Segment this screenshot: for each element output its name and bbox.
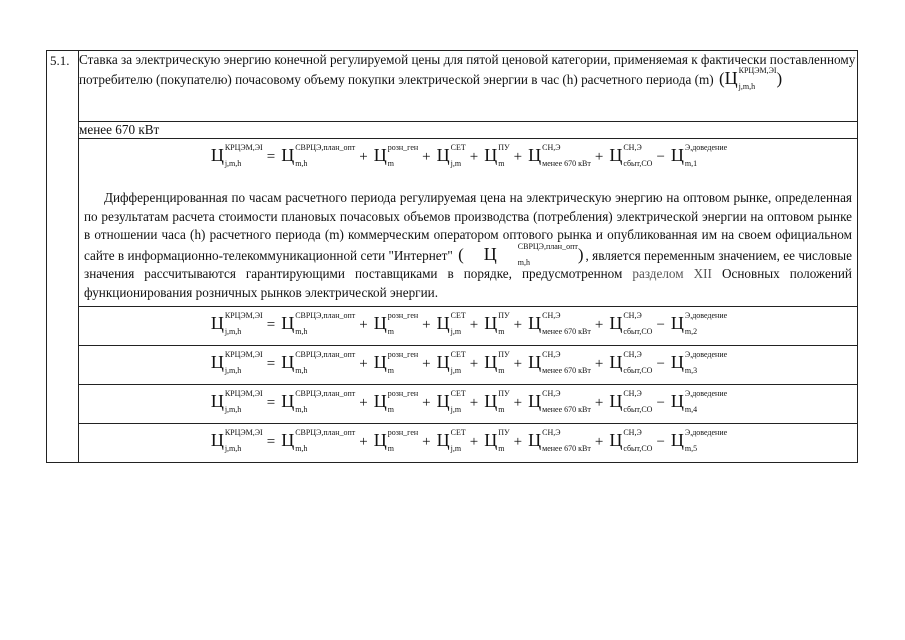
operator-eq: = (266, 356, 276, 372)
paragraph-text-a: Дифференцированная по часам расчетного периода регулируемая цена на электрическую энергию на оптовом рынке, определенная по результатам расчета стоимости плановых почасовых объемов производства (потребления) электрической энергии на оптовом рынке в отношении часа (h) расчетного периода (m) коммерческим оператором оптового рынка и опубликованная им на своем официальном сайте в информационно-телекоммуникационной сети "Интернет" (84, 190, 852, 263)
operator-minus: − (656, 149, 665, 165)
price-definition-paragraph (79, 181, 857, 306)
formula-4 (79, 385, 857, 423)
formula-term-services: Ц ПУ m (484, 311, 510, 337)
operator-eq: = (266, 149, 276, 165)
formula-1 (79, 139, 857, 181)
formula-term-lhs: Ц КРЦЭМ,ЭI j,m,h (210, 428, 263, 454)
paragraph-symbol: ( Ц СВРЦЭ,план_опт m,h ) (458, 241, 584, 267)
formula-term-retail-gen: Ц розн_ген m (373, 428, 419, 454)
formula-term-markup-sales: Ц СН,Э сбыт,СО (609, 428, 653, 454)
operator-minus: − (656, 395, 665, 411)
formula-row-3 (47, 346, 858, 385)
formula-term-adjustment: Ц Э,доведение m,4 (670, 389, 728, 415)
formula-term-markup-sales: Ц СН,Э сбыт,СО (609, 143, 653, 169)
formula-term-markup-670: Ц СН,Э менее 670 кВт (528, 143, 591, 169)
formula-cell-4 (79, 385, 858, 424)
paragraph-text-c: Основных положений функционирования розничных рынков электрической энергии. (84, 266, 852, 300)
operator-plus: + (469, 395, 479, 411)
formula-term-network: Ц СЕТ j,m (436, 428, 466, 454)
operator-plus: + (469, 317, 479, 333)
operator-plus: + (594, 434, 604, 450)
condition-row (47, 122, 858, 139)
section-xii-link[interactable]: разделом XII (632, 266, 712, 281)
operator-plus: + (513, 395, 523, 411)
operator-plus: + (359, 317, 368, 333)
formula-cell-1 (79, 139, 858, 307)
operator-plus: + (594, 149, 604, 165)
formula-term-network: Ц СЕТ j,m (436, 143, 466, 169)
formula-term-markup-670: Ц СН,Э менее 670 кВт (528, 350, 591, 376)
formula-term-services: Ц ПУ m (484, 350, 510, 376)
formula-term-retail-gen: Ц розн_ген m (373, 350, 419, 376)
formula-term-adjustment: Ц Э,доведение m,2 (670, 311, 728, 337)
formula-term-markup-670: Ц СН,Э менее 670 кВт (528, 311, 591, 337)
formula-cell-2 (79, 307, 858, 346)
formula-term-retail-gen: Ц розн_ген m (373, 389, 419, 415)
section-title-cell (79, 51, 858, 122)
formula-row-4 (47, 385, 858, 424)
paragraph-text-b: , является переменным значением, ее числовые значения рассчитываются гарантирующими поставщиками в порядке, предусмотренном (84, 247, 852, 281)
formula-term-wholesale: Ц СВРЦЭ,план_опт m,h (281, 350, 356, 376)
formula-term-markup-sales: Ц СН,Э сбыт,СО (609, 350, 653, 376)
formula-term-lhs: Ц КРЦЭМ,ЭI j,m,h (210, 350, 263, 376)
formula-2 (79, 307, 857, 345)
operator-plus: + (594, 356, 604, 372)
formula-cell-5 (79, 424, 858, 463)
formula-term-network: Ц СЕТ j,m (436, 350, 466, 376)
operator-plus: + (469, 149, 479, 165)
formula-term-network: Ц СЕТ j,m (436, 389, 466, 415)
formula-term-adjustment: Ц Э,доведение m,3 (670, 350, 728, 376)
operator-eq: = (266, 317, 276, 333)
formula-5 (79, 424, 857, 462)
operator-plus: + (359, 395, 368, 411)
formula-term-markup-sales: Ц СН,Э сбыт,СО (609, 389, 653, 415)
operator-plus: + (513, 149, 523, 165)
operator-plus: + (422, 317, 431, 333)
operator-plus: + (359, 356, 368, 372)
formula-term-network: Ц СЕТ j,m (436, 311, 466, 337)
formula-term-services: Ц ПУ m (484, 428, 510, 454)
operator-plus: + (422, 434, 431, 450)
formula-row-1 (47, 139, 858, 307)
operator-plus: + (594, 395, 604, 411)
title-symbol: (Ц КРЦЭМ,ЭI j,m,h ) (718, 66, 783, 92)
formula-term-retail-gen: Ц розн_ген m (373, 311, 419, 337)
formula-term-wholesale: Ц СВРЦЭ,план_опт m,h (281, 143, 356, 169)
formula-term-wholesale: Ц СВРЦЭ,план_опт m,h (281, 428, 356, 454)
formula-term-lhs: Ц КРЦЭМ,ЭI j,m,h (210, 311, 263, 337)
formula-term-lhs: Ц КРЦЭМ,ЭI j,m,h (210, 143, 263, 169)
operator-minus: − (656, 317, 665, 333)
formula-term-wholesale: Ц СВРЦЭ,план_опт m,h (281, 389, 356, 415)
formula-term-retail-gen: Ц розн_ген m (373, 143, 419, 169)
operator-plus: + (422, 356, 431, 372)
title-row (47, 51, 858, 122)
section-title: Ставка за электрическую энергию конечной регулируемой цены для пятой ценовой категории, применяемая к фактически поставленному потребителю (покупателю) почасовому объему покупки электрической энергии в час (h) расчетного периода (m) (79, 52, 856, 87)
condition-label: менее 670 кВт (79, 122, 858, 139)
formula-term-markup-670: Ц СН,Э менее 670 кВт (528, 389, 591, 415)
formula-cell-3 (79, 346, 858, 385)
rate-table (46, 50, 858, 463)
formula-term-services: Ц ПУ m (484, 389, 510, 415)
formula-term-adjustment: Ц Э,доведение m,1 (670, 143, 728, 169)
operator-plus: + (513, 317, 523, 333)
formula-term-markup-sales: Ц СН,Э сбыт,СО (609, 311, 653, 337)
formula-row-2 (47, 307, 858, 346)
formula-term-services: Ц ПУ m (484, 143, 510, 169)
operator-plus: + (422, 395, 431, 411)
operator-plus: + (513, 356, 523, 372)
operator-eq: = (266, 434, 276, 450)
operator-plus: + (359, 434, 368, 450)
formula-term-wholesale: Ц СВРЦЭ,план_опт m,h (281, 311, 356, 337)
formula-term-adjustment: Ц Э,доведение m,5 (670, 428, 728, 454)
formula-row-5 (47, 424, 858, 463)
operator-plus: + (513, 434, 523, 450)
operator-minus: − (656, 434, 665, 450)
operator-plus: + (359, 149, 368, 165)
section-number: 5.1. (47, 51, 79, 463)
operator-plus: + (469, 356, 479, 372)
operator-plus: + (469, 434, 479, 450)
operator-plus: + (422, 149, 431, 165)
formula-3 (79, 346, 857, 384)
operator-minus: − (656, 356, 665, 372)
formula-term-markup-670: Ц СН,Э менее 670 кВт (528, 428, 591, 454)
formula-term-lhs: Ц КРЦЭМ,ЭI j,m,h (210, 389, 263, 415)
operator-plus: + (594, 317, 604, 333)
operator-eq: = (266, 395, 276, 411)
